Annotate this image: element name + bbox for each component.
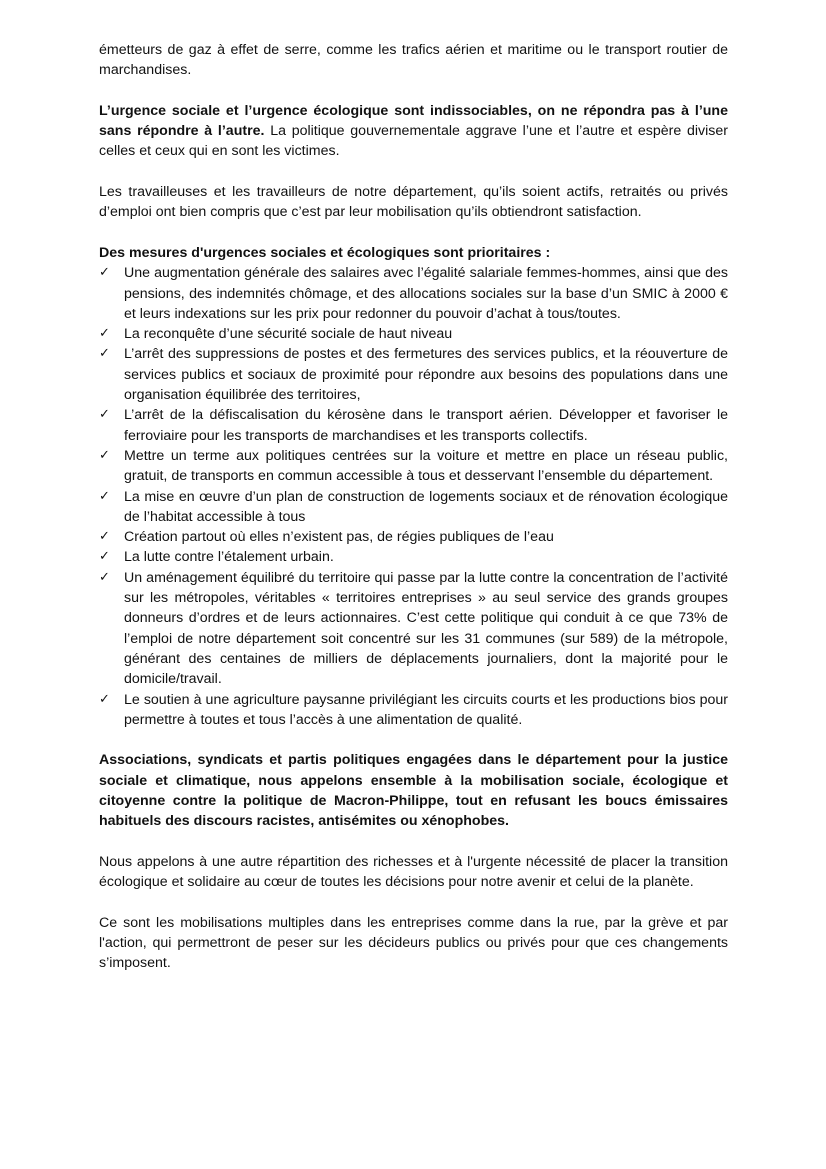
mesure-text: Un aménagement équilibré du territoire qui passe par la lutte contre la concentration de l’activité sur les métropoles, véritables « territoires entreprises » au seul service des grands groupes donneurs d’ordres et de leurs actionnaires. C’est cette politique qui conduit à ce que 73% de l’emploi de notre département soit concentré sur les 31 communes (sur 589) de la métropole, générant des centaines de milliers de déplacements journaliers, dont la majorité pour le domicile/travail. [124,569,728,688]
mesure-text: Le soutien à une agriculture paysanne privilégiant les circuits courts et les productions bios pour permettre à toutes et tous l’accès à une alimentation de qualité. [124,691,728,728]
mesure-item-transports [99,446,728,487]
mesure-item-kerosene [99,405,728,446]
check-icon: ✓ [99,529,110,545]
document-page [99,40,728,994]
mesures-list [99,263,728,730]
mesure-item-services-publics [99,344,728,405]
travailleurs-paragraph: Les travailleuses et les travailleurs de notre département, qu’ils soient actifs, retraités ou privés d’emploi ont bien compris que c’est par leur mobilisation qu’ils obtiendront satisfaction. [99,184,728,221]
urgence-rest-text: La politique gouvernementale aggrave l’une et l’autre et espère diviser celles et ceux qui en sont les victimes. [99,123,728,160]
mesure-item-agriculture [99,690,728,731]
mesure-text: La reconquête d’une sécurité sociale de haut niveau [124,326,453,343]
mesure-item-amenagement [99,568,728,690]
mesure-item-eau [99,527,728,547]
check-icon: ✓ [99,691,110,707]
check-icon: ✓ [99,346,110,362]
check-icon: ✓ [99,326,110,342]
mesure-text: L’arrêt des suppressions de postes et des fermetures des services publics, et la réouverture de services publics et sociaux de proximité pour répondre aux besoins des populations dans une organisation équilibrée des territoires, [124,346,728,404]
mesures-heading: Des mesures d'urgences sociales et écologiques sont prioritaires : [99,244,551,261]
mesure-item-etalement-urbain [99,547,728,567]
urgence-paragraph [99,101,728,162]
appel-paragraph: Nous appelons à une autre répartition des richesses et à l'urgente nécessité de placer la transition écologique et solidaire au cœur de toutes les décisions pour notre avenir et celui de la planète. [99,853,728,891]
check-icon: ✓ [99,265,110,281]
mesure-text: La mise en œuvre d’un plan de construction de logements sociaux et de rénovation écologique de l’habitat accessible à tous [124,488,728,525]
urgence-bold-statement: L’urgence sociale et l’urgence écologique sont indissociables, on ne répondra pas à l’une sans répondre à l’autre. [99,102,728,140]
intro-continuation-paragraph: émetteurs de gaz à effet de serre, comme les trafics aérien et maritime ou le transport routier de marchandises. [99,42,728,79]
check-icon: ✓ [99,488,110,504]
associations-paragraph: Associations, syndicats et partis politiques engagées dans le département pour la justice sociale et climatique, nous appelons ensemble à la mobilisation sociale, écologique et citoyenne contre la politique de Macron-Philippe, tout en refusant les boucs émissaires habituels des discours racistes, antisémites ou xénophobes. [99,752,728,830]
mesure-text: La lutte contre l’étalement urbain. [124,549,334,566]
conclusion-paragraph: Ce sont les mobilisations multiples dans les entreprises comme dans la rue, par la grève et par l'action, qui permettront de peser sur les décideurs publics ou privés pour que ces changements s’imposent. [99,914,728,972]
mesure-text: Une augmentation générale des salaires avec l’égalité salariale femmes-hommes, ainsi que des pensions, des indemnités chômage, et des allocations sociales sur la base d’un SMIC à 2000 € et leurs indexations sur les prix pour redonner du pouvoir d’achat à tous/toutes. [124,265,728,322]
check-icon: ✓ [99,407,110,423]
mesure-text: L’arrêt de la défiscalisation du kérosène dans le transport aérien. Développer et favoriser le ferroviaire pour les transports de marchandises et les transports collectifs. [124,407,728,444]
mesure-item-salaires [99,263,728,324]
mesure-text: Mettre un terme aux politiques centrées sur la voiture et mettre en place un réseau public, gratuit, de transports en commun accessible à tous et desservant l’ensemble du département. [124,447,728,485]
mesure-text: Création partout où elles n’existent pas, de régies publiques de l’eau [124,529,554,546]
check-icon: ✓ [99,549,110,565]
mesure-item-logements [99,487,728,528]
check-icon: ✓ [99,447,110,463]
check-icon: ✓ [99,569,110,585]
mesure-item-securite-sociale [99,324,728,344]
